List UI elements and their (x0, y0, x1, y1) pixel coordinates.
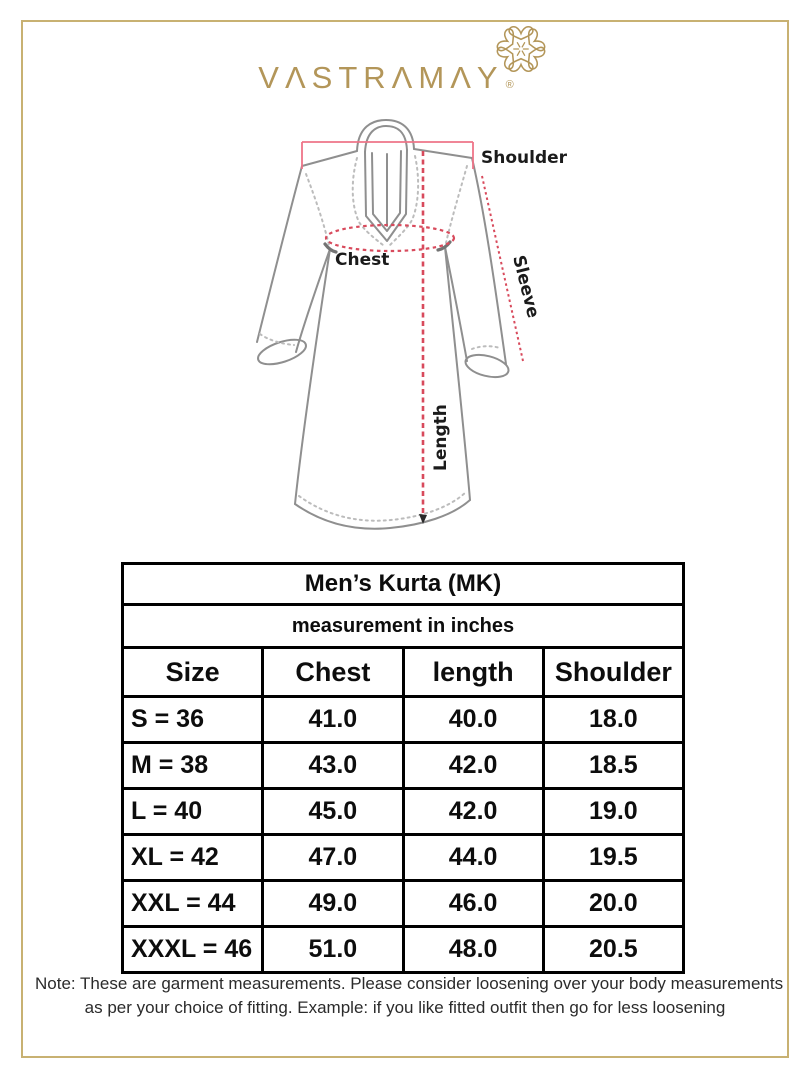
shoulder-cell: 18.0 (543, 697, 683, 743)
shoulder-label: Shoulder (481, 148, 568, 168)
table-row (123, 927, 684, 973)
kurta-diagram (190, 118, 610, 550)
sleeve-label: Sleeve (508, 253, 543, 321)
stitch-lines (260, 156, 500, 521)
table-row (123, 881, 684, 927)
size-cell: S = 36 (123, 697, 263, 743)
size-cell: XL = 42 (123, 835, 263, 881)
floral-ornament-icon (492, 20, 550, 78)
chest-cell: 45.0 (263, 789, 403, 835)
brand-logo (0, 60, 772, 96)
brand-name: VΛSTRΛMΛY (258, 60, 504, 95)
length-cell: 46.0 (403, 881, 543, 927)
shoulder-cell: 19.5 (543, 835, 683, 881)
table-row (123, 789, 684, 835)
shoulder-cell: 19.0 (543, 789, 683, 835)
chest-cell: 41.0 (263, 697, 403, 743)
size-cell: XXXL = 46 (123, 927, 263, 973)
chest-cell: 43.0 (263, 743, 403, 789)
column-header-chest: Chest (263, 648, 403, 697)
note-line-2: as per your choice of fitting. Example: if you like fitted outfit then go for less loosening (84, 998, 726, 1017)
length-cell: 48.0 (403, 927, 543, 973)
registered-trademark-icon: ® (505, 79, 514, 91)
measurement-note (35, 972, 784, 1020)
length-cell: 42.0 (403, 789, 543, 835)
size-cell: XXL = 44 (123, 881, 263, 927)
column-header-length: length (403, 648, 543, 697)
size-chart-table (121, 562, 685, 974)
length-cell: 40.0 (403, 697, 543, 743)
chest-cell: 47.0 (263, 835, 403, 881)
table-subtitle: measurement in inches (123, 605, 684, 648)
column-header-size: Size (123, 648, 263, 697)
column-header-shoulder: Shoulder (543, 648, 683, 697)
size-cell: L = 40 (123, 789, 263, 835)
table-row (123, 743, 684, 789)
length-cell: 42.0 (403, 743, 543, 789)
note-line-1: Note: These are garment measurements. Please consider loosening over your body measurements (35, 974, 784, 993)
length-label: Length (431, 404, 451, 471)
size-cell: M = 38 (123, 743, 263, 789)
kurta-outline (255, 120, 511, 529)
shoulder-cell: 18.5 (543, 743, 683, 789)
shoulder-cell: 20.0 (543, 881, 683, 927)
table-row (123, 835, 684, 881)
length-cell: 44.0 (403, 835, 543, 881)
chest-cell: 49.0 (263, 881, 403, 927)
chest-cell: 51.0 (263, 927, 403, 973)
table-title: Men’s Kurta (MK) (123, 564, 684, 605)
table-row (123, 697, 684, 743)
chest-label: Chest (335, 250, 390, 270)
shoulder-cell: 20.5 (543, 927, 683, 973)
